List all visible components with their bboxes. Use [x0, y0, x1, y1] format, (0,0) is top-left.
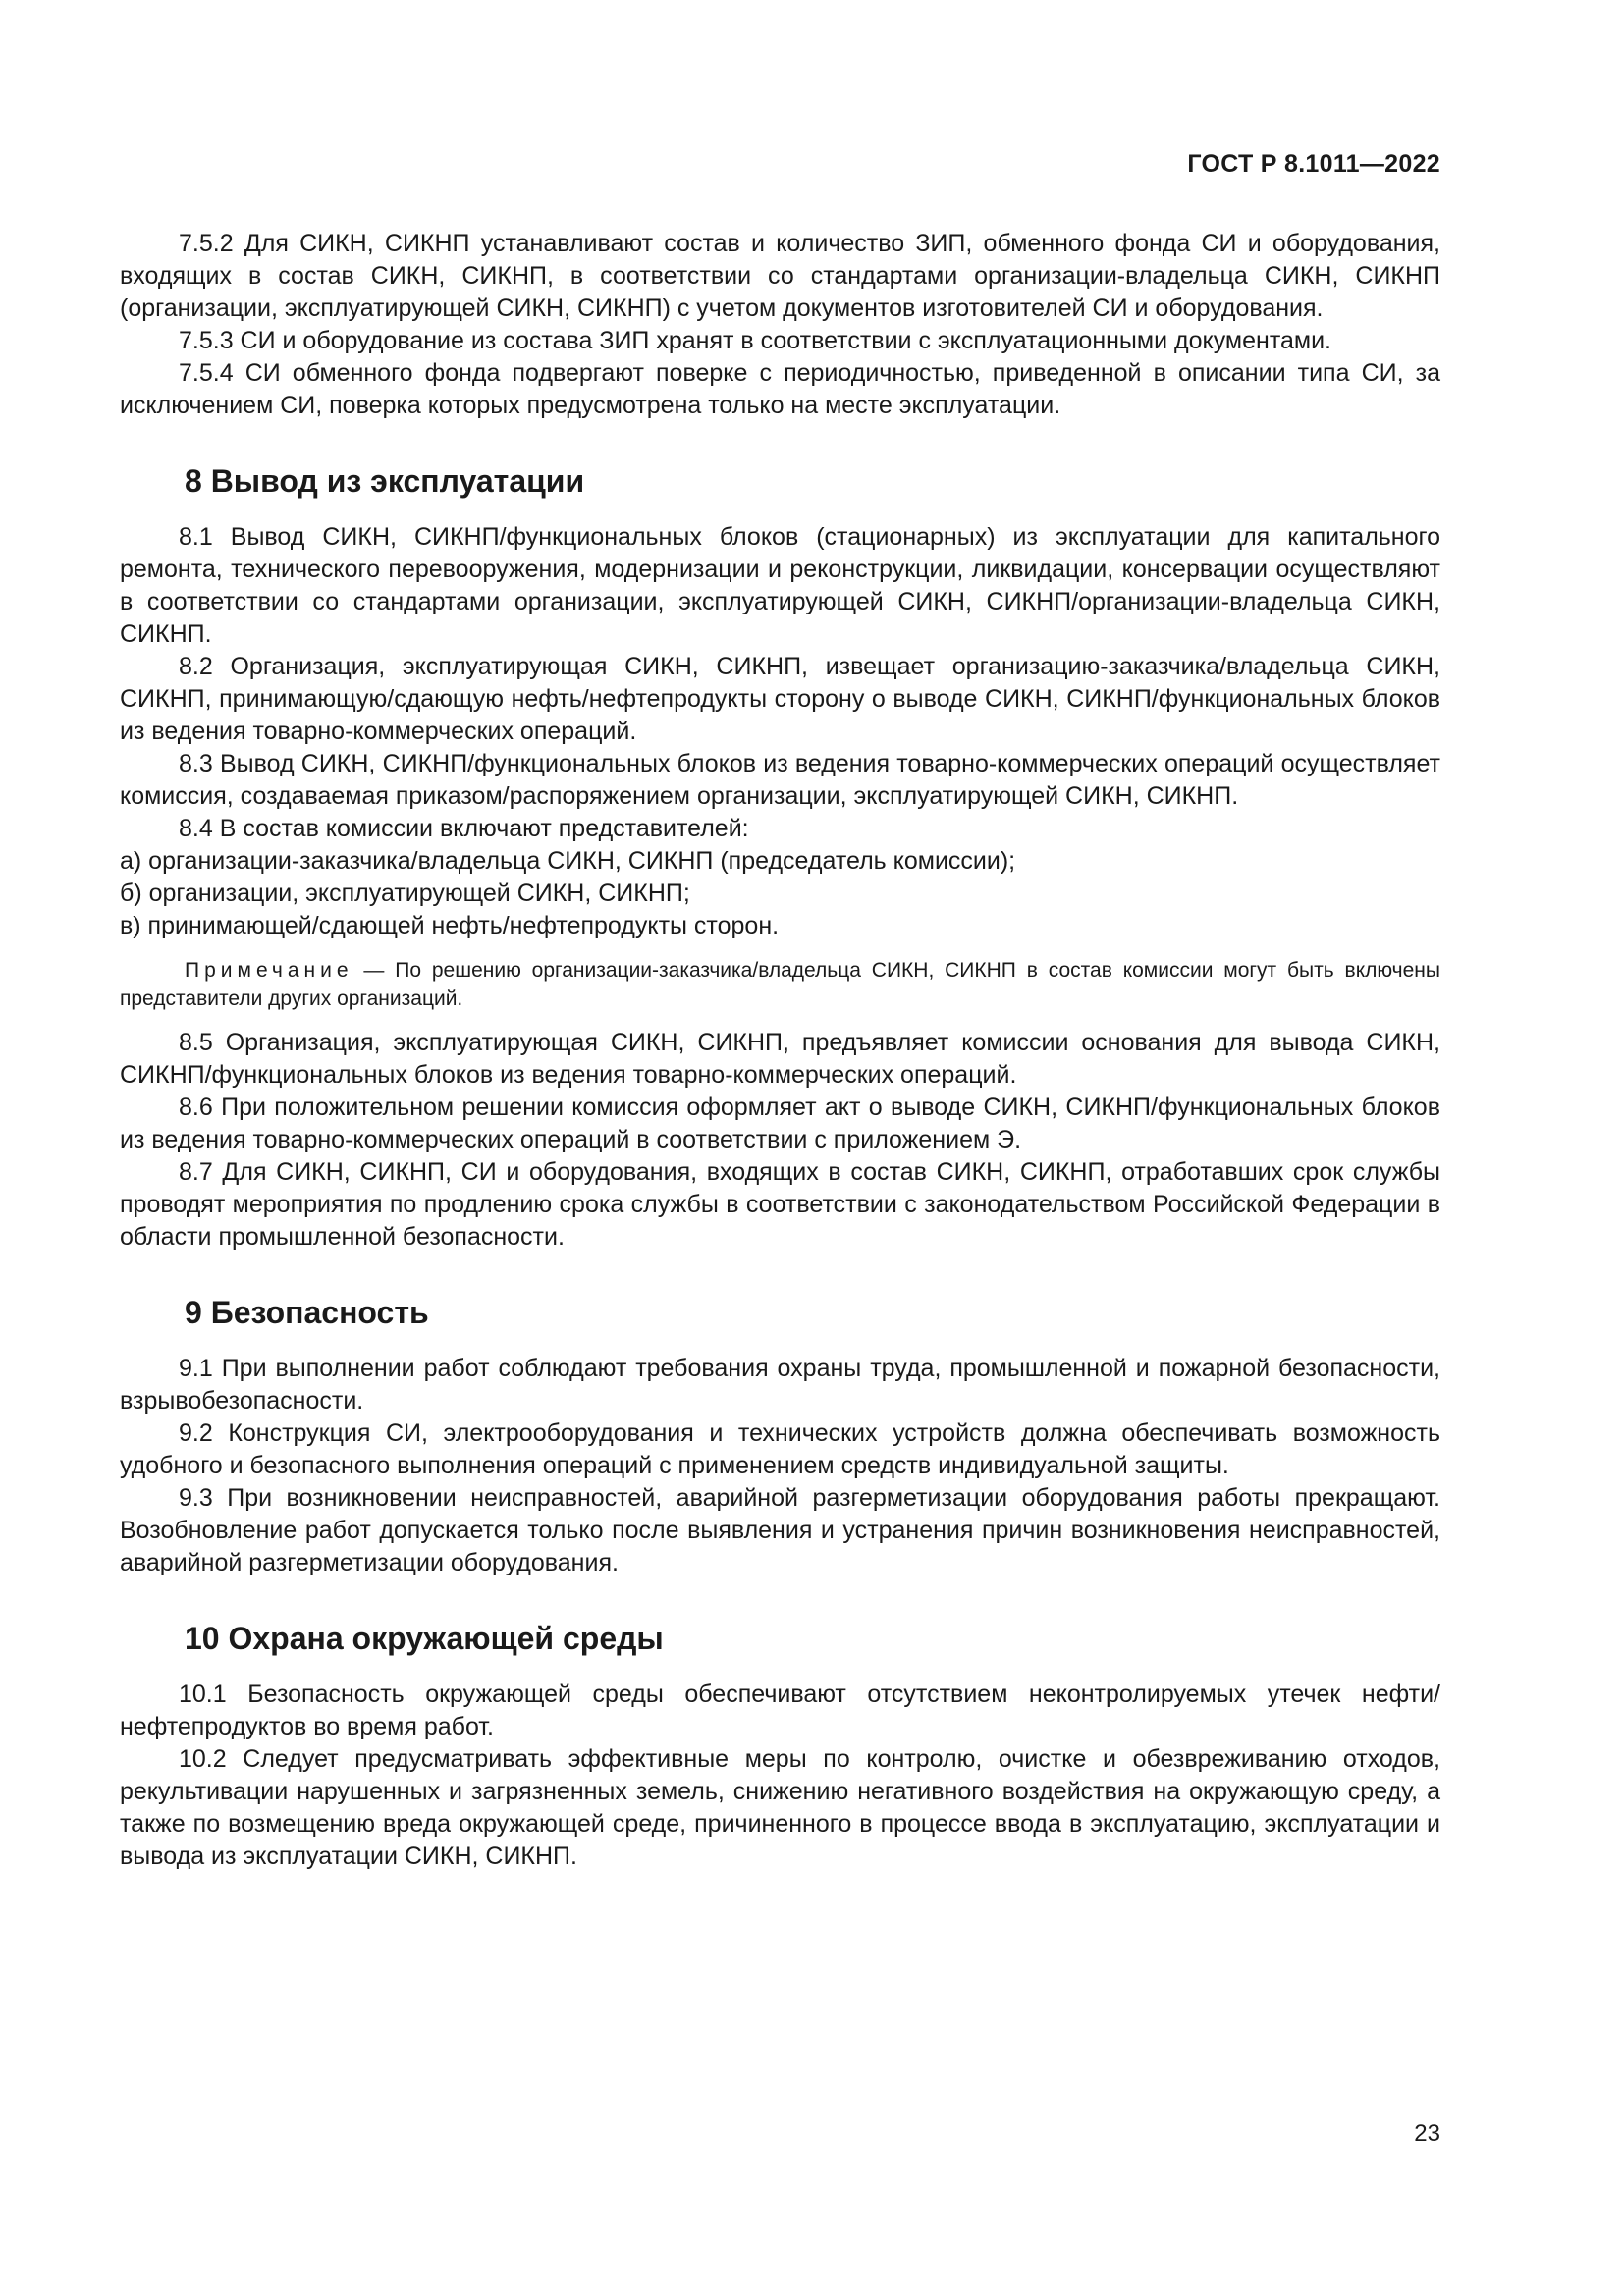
section-8-heading: 8 Вывод из эксплуатации: [185, 463, 585, 499]
section-10-heading: 10 Охрана окружающей среды: [185, 1621, 664, 1656]
clause-10-2: 10.2 Следует предусматривать эффективные меры по контролю, очистке и обезвреживанию отходов, рекультивации нарушенных и загрязненных земель, снижению негативного воздействия на окружающую среду, а также по возмещению вреда окружающей среде, причиненного в процессе ввода в эксплуатацию, эксплуатации и вывода из эксплуатации СИКН, СИКНП.: [120, 1745, 1440, 1870]
clause-8-5: 8.5 Организация, эксплуатирующая СИКН, СИКНП, предъявляет комиссии основания для вывода СИКН, СИКНП/функциональных блоков из ведения товарно-коммерческих операций.: [120, 1029, 1440, 1089]
clause-7-5-4: 7.5.4 СИ обменного фонда подвергают поверке с периодичностью, приведенной в описании типа СИ, за исключением СИ, поверка которых предусмотрена только на месте эксплуатации.: [120, 359, 1440, 419]
list-item-a: а) организации-заказчика/владельца СИКН, СИКНП (председатель комиссии);: [120, 847, 1016, 875]
clause-8-4: 8.4 В состав комиссии включают представителей:: [179, 815, 749, 842]
note-label: Примечание: [185, 959, 353, 982]
clause-7-5-2: 7.5.2 Для СИКН, СИКНП устанавливают состав и количество ЗИП, обменного фонда СИ и оборудования, входящих в состав СИКН, СИКНП, в соответствии со стандартами организации-владельца СИКН, СИКНП (организации, эксплуатирующей СИКН, СИКНП) с учетом документов изготовителей СИ и оборудования.: [120, 230, 1440, 322]
note-text: — По решению организации-заказчика/владельца СИКН, СИКНП в состав комиссии могут быть включены представители других организаций.: [120, 959, 1440, 1010]
clause-8-2: 8.2 Организация, эксплуатирующая СИКН, СИКНП, извещает организацию-заказчика/владельца СИКН, СИКНП, принимающую/сдающую нефть/нефтепродукты сторону о выводе СИКН, СИКНП/функциональных блоков из ведения товарно-коммерческих операций.: [120, 653, 1440, 745]
note: [120, 956, 1440, 1013]
page-number: 23: [1414, 2120, 1440, 2147]
clause-8-3: 8.3 Вывод СИКН, СИКНП/функциональных блоков из ведения товарно-коммерческих операций осуществляет комиссия, создаваемая приказом/распоряжением организации, эксплуатирующей СИКН, СИКНП.: [120, 750, 1440, 810]
clause-9-2: 9.2 Конструкция СИ, электрооборудования и технических устройств должна обеспечивать возможность удобного и безопасного выполнения операций с применением средств индивидуальной защиты.: [120, 1419, 1440, 1479]
clause-9-1: 9.1 При выполнении работ соблюдают требования охраны труда, промышленной и пожарной безопасности, взрывобезопасности.: [120, 1355, 1440, 1415]
section-9-heading: 9 Безопасность: [185, 1295, 429, 1330]
clause-9-3: 9.3 При возникновении неисправностей, аварийной разгерметизации оборудования работы прекращают. Возобновление работ допускается только после выявления и устранения причин возникновения неисправностей, аварийной разгерметизации оборудования.: [120, 1484, 1440, 1576]
clause-8-7: 8.7 Для СИКН, СИКНП, СИ и оборудования, входящих в состав СИКН, СИКНП, отработавших срок службы проводят мероприятия по продлению срока службы в соответствии с законодательством Российской Федерации в области промышленной безопасности.: [120, 1158, 1440, 1251]
page-content: [120, 228, 1440, 1873]
clause-10-1: 10.1 Безопасность окружающей среды обеспечивают отсутствием неконтролируемых утечек нефти/нефтепродуктов во время работ.: [120, 1681, 1440, 1740]
document-code: ГОСТ Р 8.1011—2022: [1187, 150, 1440, 178]
clause-8-6: 8.6 При положительном решении комиссия оформляет акт о выводе СИКН, СИКНП/функциональных блоков из ведения товарно-коммерческих операций в соответствии с приложением Э.: [120, 1094, 1440, 1153]
list-item-c: в) принимающей/сдающей нефть/нефтепродукты сторон.: [120, 912, 780, 939]
list-item-b: б) организации, эксплуатирующей СИКН, СИКНП;: [120, 880, 690, 907]
clause-8-1: 8.1 Вывод СИКН, СИКНП/функциональных блоков (стационарных) из эксплуатации для капитального ремонта, технического перевооружения, модернизации и реконструкции, ликвидации, консервации осуществляют в соответствии со стандартами организации, эксплуатирующей СИКН, СИКНП/организации-владельца СИКН, СИКНП.: [120, 523, 1440, 648]
clause-7-5-3: 7.5.3 СИ и оборудование из состава ЗИП хранят в соответствии с эксплуатационными документами.: [179, 327, 1331, 354]
